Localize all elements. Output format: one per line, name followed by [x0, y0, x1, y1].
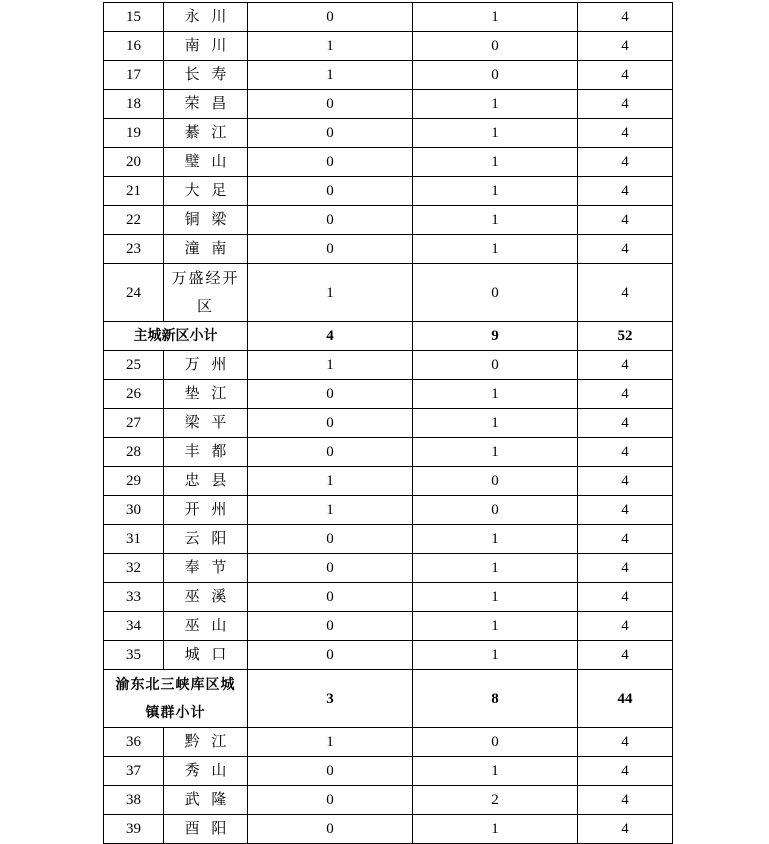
- district-name: 酉 阳: [164, 815, 248, 844]
- value-col-3: 4: [578, 583, 673, 612]
- value-col-2: 0: [413, 351, 578, 380]
- table-row: [104, 148, 673, 177]
- table-row: [104, 206, 673, 235]
- value-col-3: 4: [578, 612, 673, 641]
- value-col-2: 1: [413, 235, 578, 264]
- value-col-1: 1: [248, 467, 413, 496]
- value-col-2: 1: [413, 409, 578, 438]
- district-name: 秀 山: [164, 757, 248, 786]
- row-number: 26: [104, 380, 164, 409]
- value-col-2: 0: [413, 728, 578, 757]
- value-col-2: 0: [413, 467, 578, 496]
- row-number: 37: [104, 757, 164, 786]
- district-name: 巫 溪: [164, 583, 248, 612]
- value-col-2: 0: [413, 496, 578, 525]
- value-col-3: 4: [578, 206, 673, 235]
- value-col-2: 1: [413, 525, 578, 554]
- district-name: 梁 平: [164, 409, 248, 438]
- value-col-3: 4: [578, 815, 673, 844]
- value-col-2: 1: [413, 554, 578, 583]
- row-number: 15: [104, 3, 164, 32]
- row-number: 31: [104, 525, 164, 554]
- table-row: [104, 235, 673, 264]
- table-row: [104, 554, 673, 583]
- table-row: [104, 3, 673, 32]
- value-col-1: 0: [248, 554, 413, 583]
- value-col-2: 1: [413, 583, 578, 612]
- table-row: [104, 641, 673, 670]
- row-number: 17: [104, 61, 164, 90]
- value-col-1: 0: [248, 612, 413, 641]
- table-row: [104, 409, 673, 438]
- row-number: 35: [104, 641, 164, 670]
- value-col-3: 4: [578, 554, 673, 583]
- value-col-1: 0: [248, 786, 413, 815]
- district-name: 铜 梁: [164, 206, 248, 235]
- value-col-3: 4: [578, 148, 673, 177]
- table-row: [104, 90, 673, 119]
- table-row: [104, 583, 673, 612]
- value-col-3: 4: [578, 525, 673, 554]
- value-col-2: 1: [413, 119, 578, 148]
- district-name: 南 川: [164, 32, 248, 61]
- table-row: [104, 61, 673, 90]
- district-name: 长 寿: [164, 61, 248, 90]
- table-row: [104, 467, 673, 496]
- value-col-2: 0: [413, 61, 578, 90]
- row-number: 21: [104, 177, 164, 206]
- table-row: [104, 815, 673, 844]
- value-col-1: 0: [248, 583, 413, 612]
- district-name: 武 隆: [164, 786, 248, 815]
- district-name: 城 口: [164, 641, 248, 670]
- row-number: 36: [104, 728, 164, 757]
- value-col-1: 1: [248, 264, 413, 322]
- district-name: 垫 江: [164, 380, 248, 409]
- value-col-1: 0: [248, 235, 413, 264]
- value-col-2: 1: [413, 206, 578, 235]
- value-col-3: 4: [578, 351, 673, 380]
- district-name: 奉 节: [164, 554, 248, 583]
- value-col-1: 3: [248, 670, 413, 728]
- subtotal-row: [104, 670, 673, 728]
- row-number: 20: [104, 148, 164, 177]
- table-row: [104, 786, 673, 815]
- district-name: 开 州: [164, 496, 248, 525]
- value-col-1: 0: [248, 3, 413, 32]
- value-col-2: 1: [413, 90, 578, 119]
- value-col-2: 1: [413, 3, 578, 32]
- value-col-3: 4: [578, 641, 673, 670]
- district-name: 大 足: [164, 177, 248, 206]
- value-col-3: 4: [578, 757, 673, 786]
- row-number: 19: [104, 119, 164, 148]
- value-col-3: 4: [578, 61, 673, 90]
- table-row: [104, 380, 673, 409]
- subtotal-label: 渝东北三峡库区城镇群小计: [104, 670, 248, 728]
- table-row: [104, 264, 673, 322]
- row-number: 34: [104, 612, 164, 641]
- value-col-2: 0: [413, 264, 578, 322]
- row-number: 33: [104, 583, 164, 612]
- value-col-3: 4: [578, 235, 673, 264]
- value-col-3: 4: [578, 3, 673, 32]
- value-col-2: 1: [413, 641, 578, 670]
- row-number: 23: [104, 235, 164, 264]
- value-col-2: 2: [413, 786, 578, 815]
- row-number: 25: [104, 351, 164, 380]
- value-col-1: 1: [248, 351, 413, 380]
- value-col-3: 4: [578, 380, 673, 409]
- value-col-3: 4: [578, 90, 673, 119]
- value-col-1: 0: [248, 119, 413, 148]
- district-name: 潼 南: [164, 235, 248, 264]
- value-col-1: 0: [248, 815, 413, 844]
- value-col-3: 4: [578, 119, 673, 148]
- value-col-1: 0: [248, 525, 413, 554]
- table-row: [104, 32, 673, 61]
- value-col-3: 4: [578, 32, 673, 61]
- district-name: 永 川: [164, 3, 248, 32]
- row-number: 29: [104, 467, 164, 496]
- row-number: 28: [104, 438, 164, 467]
- value-col-1: 1: [248, 496, 413, 525]
- value-col-2: 1: [413, 177, 578, 206]
- value-col-3: 4: [578, 496, 673, 525]
- value-col-3: 52: [578, 322, 673, 351]
- district-name: 忠 县: [164, 467, 248, 496]
- row-number: 16: [104, 32, 164, 61]
- value-col-2: 1: [413, 148, 578, 177]
- value-col-3: 4: [578, 264, 673, 322]
- district-name: 万 州: [164, 351, 248, 380]
- row-number: 30: [104, 496, 164, 525]
- row-number: 27: [104, 409, 164, 438]
- allocation-table: [103, 2, 673, 844]
- value-col-2: 1: [413, 438, 578, 467]
- value-col-1: 0: [248, 438, 413, 467]
- value-col-2: 1: [413, 612, 578, 641]
- value-col-3: 44: [578, 670, 673, 728]
- row-number: 18: [104, 90, 164, 119]
- value-col-3: 4: [578, 409, 673, 438]
- table-body: [104, 3, 673, 844]
- district-name: 云 阳: [164, 525, 248, 554]
- table-row: [104, 351, 673, 380]
- value-col-3: 4: [578, 728, 673, 757]
- table-row: [104, 728, 673, 757]
- value-col-1: 0: [248, 757, 413, 786]
- district-name: 丰 都: [164, 438, 248, 467]
- value-col-3: 4: [578, 177, 673, 206]
- value-col-2: 8: [413, 670, 578, 728]
- value-col-2: 1: [413, 380, 578, 409]
- value-col-1: 0: [248, 148, 413, 177]
- district-name: 綦 江: [164, 119, 248, 148]
- table-row: [104, 177, 673, 206]
- table-row: [104, 496, 673, 525]
- table-row: [104, 757, 673, 786]
- value-col-2: 1: [413, 815, 578, 844]
- subtotal-row: [104, 322, 673, 351]
- value-col-2: 1: [413, 757, 578, 786]
- table-row: [104, 438, 673, 467]
- value-col-3: 4: [578, 467, 673, 496]
- value-col-2: 9: [413, 322, 578, 351]
- row-number: 38: [104, 786, 164, 815]
- table-row: [104, 612, 673, 641]
- table-row: [104, 525, 673, 554]
- value-col-1: 1: [248, 61, 413, 90]
- district-name: 巫 山: [164, 612, 248, 641]
- value-col-2: 0: [413, 32, 578, 61]
- value-col-1: 0: [248, 90, 413, 119]
- value-col-1: 0: [248, 380, 413, 409]
- district-name: 璧 山: [164, 148, 248, 177]
- row-number: 39: [104, 815, 164, 844]
- district-name: 万盛经开区: [164, 264, 248, 322]
- value-col-1: 1: [248, 728, 413, 757]
- district-name: 荣 昌: [164, 90, 248, 119]
- row-number: 32: [104, 554, 164, 583]
- value-col-1: 0: [248, 177, 413, 206]
- district-name: 黔 江: [164, 728, 248, 757]
- row-number: 22: [104, 206, 164, 235]
- value-col-3: 4: [578, 438, 673, 467]
- row-number: 24: [104, 264, 164, 322]
- table-row: [104, 119, 673, 148]
- value-col-1: 0: [248, 641, 413, 670]
- value-col-3: 4: [578, 786, 673, 815]
- value-col-1: 0: [248, 206, 413, 235]
- value-col-1: 1: [248, 32, 413, 61]
- value-col-1: 0: [248, 409, 413, 438]
- value-col-1: 4: [248, 322, 413, 351]
- subtotal-label: 主城新区小计: [104, 322, 248, 351]
